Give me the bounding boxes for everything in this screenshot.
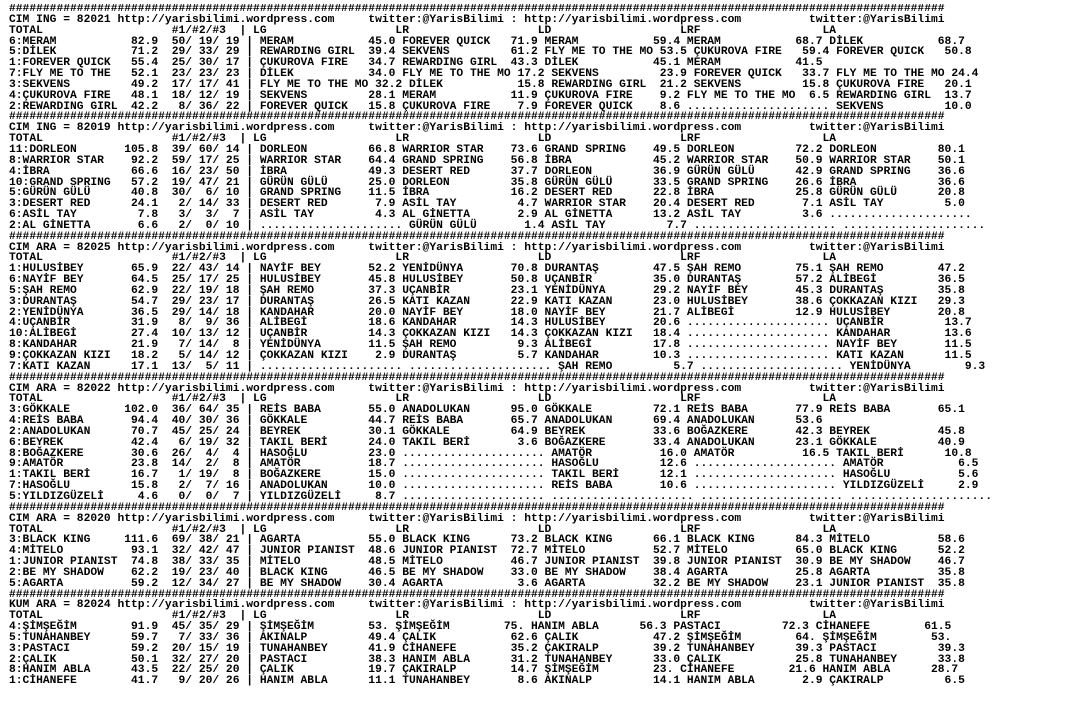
horse-row: 4:REİS BABA 94.4 40/ 30/ 36 | GÖKKALE 44.7 REİS BABA 65.7 ANADOLUKAN 69.4 ANADOLUKAN 53.6 bbox=[9, 415, 823, 428]
horse-row: 4:ÇUKUROVA FIRE 48.1 18/ 12/ 19 | SEKVENS 28.1 MERAM 11.9 ÇUKUROVA FIRE 9.2 FLY ME TO THE MO 6.5 REWARDING GIRL 13.7 bbox=[9, 89, 972, 102]
horse-row: 7:FLY ME TO THE 52.1 23/ 23/ 23 | DİLEK 34.0 FLY ME TO THE MO 17.2 SEKVENS 23.9 FOREVER QUICK 33.7 FLY ME TO THE MO 24.4 bbox=[9, 68, 979, 81]
horse-row: 5:YILDIZGÜZELİ 4.6 0/ 0/ 7 | YILDIZGÜZELİ 8.7 ..................... ..................... ..................... ..................... bbox=[9, 490, 992, 503]
horse-row: 8:KANDAHAR 21.9 7/ 14/ 8 | YENİDÜNYA 11.5 ŞAH REMO 9.3 ALİBEGİ 17.8 ..................... NAYİF BEY 11.5 bbox=[9, 339, 972, 352]
horse-row: 6:NAYİF BEY 64.5 25/ 17/ 25 | HULUSİBEY 45.8 HULUSİBEY 50.8 UÇANBİR 35.0 DURANTAŞ 57.2 ALİBEGİ 36.5 bbox=[9, 274, 965, 287]
horse-row: 5:ŞAH REMO 62.9 22/ 19/ 18 | ŞAH REMO 37.3 UÇANBİR 23.1 YENİDÜNYA 29.2 NAYİF BEY 45.3 DURANTAŞ 35.8 bbox=[9, 284, 965, 297]
horse-row: 6:MERAM 82.9 50/ 19/ 19 | MERAM 45.0 FOREVER QUICK 71.9 MERAM 59.4 MERAM 68.7 DİLEK 68.7 bbox=[9, 35, 965, 48]
horse-row: 1:TAKIL BERİ 16.7 1/ 19/ 8 | BOĞAZKERE 15.0 ..................... TAKIL BERİ 12.1 ..................... HASOĞLU 5.6 bbox=[9, 469, 979, 482]
horse-row: 5:DİLEK 71.2 29/ 33/ 29 | REWARDING GIRL 39.4 SEKVENS 61.2 FLY ME TO THE MO 53.5 ÇUKUROVA FIRE 59.4 FOREVER QUICK 50.8 bbox=[9, 46, 972, 59]
horse-row: 8:HANIM ABLA 43.5 22/ 25/ 20 | ÇALIK 19.7 ÇAKIRALP 14.7 ŞİMŞEĞİM 23. CİHANEFE 21.6 HANIM ABLA 28.7 bbox=[9, 664, 959, 677]
horse-row: 6:BEYREK 42.4 6/ 19/ 32 | TAKIL BERİ 24.0 TAKIL BERİ 3.6 BOĞAZKERE 33.4 ANADOLUKAN 23.1 GÖKKALE 40.9 bbox=[9, 436, 965, 449]
race-header: CIM ARA = 82022 http://yarisbilimi.wordpress.com twitter:@YarisBilimi : http://yarisbilimi.wordpress.com twitter:@YarisBilimi bbox=[9, 382, 945, 395]
separator-line: ########################################################################################################################################## bbox=[9, 588, 945, 601]
race-header: CIM ING = 82019 http://yarisbilimi.wordpress.com twitter:@YarisBilimi : http://yarisbilimi.wordpress.com twitter:@YarisBilimi bbox=[9, 122, 945, 135]
horse-row: 3:SEKVENS 49.2 17/ 17/ 41 | FLY ME TO THE MO 32.2 DİLEK 15.8 REWARDING GIRL 21.2 SEKVENS 15.8 ÇUKUROVA FIRE 20.1 bbox=[9, 78, 972, 91]
horse-row: 5:GÜRÜN GÜLÜ 40.8 30/ 6/ 10 | GRAND SPRING 11.5 İBRA 16.2 DESERT RED 22.8 İBRA 25.8 GÜRÜN GÜLÜ 20.8 bbox=[9, 187, 965, 200]
race-header: CIM ARA = 82025 http://yarisbilimi.wordpress.com twitter:@YarisBilimi : http://yarisbilimi.wordpress.com twitter:@YarisBilimi bbox=[9, 241, 945, 254]
horse-row: 4:UÇANBİR 31.9 8/ 9/ 36 | ALİBEGİ 18.6 KANDAHAR 14.3 HULUSİBEY 20.6 ..................... UÇANBİR 13.7 bbox=[9, 317, 972, 330]
separator-line: ########################################################################################################################################## bbox=[9, 371, 945, 384]
horse-row: 11:DORLEON 105.8 39/ 60/ 14 | DORLEON 66.8 WARRIOR STAR 73.6 GRAND SPRING 49.5 DORLEON 72.2 DORLEON 80.1 bbox=[9, 143, 965, 156]
race-header: CIM ARA = 82020 http://yarisbilimi.wordpress.com twitter:@YarisBilimi : http://yarisbilimi.wordpress.com twitter:@YarisBilimi bbox=[9, 512, 945, 525]
horse-row: 2:ANADOLUKAN 70.7 45/ 25/ 24 | BEYREK 30.1 GÖKKALE 64.9 BEYREK 33.6 BOĞAZKERE 42.3 BEYREK 45.8 bbox=[9, 425, 965, 438]
horse-row: 3:PASTACI 59.2 20/ 15/ 19 | TUNAHANBEY 41.9 CİHANEFE 35.2 ÇAKIRALP 39.2 TUNAHANBEY 39.3 PASTACI 39.3 bbox=[9, 642, 965, 655]
horse-row: 3:GÖKKALE 102.0 36/ 64/ 35 | REİS BABA 55.0 ANADOLUKAN 95.0 GÖKKALE 72.1 REİS BABA 77.9 REİS BABA 65.1 bbox=[9, 404, 965, 417]
race-header: KUM ARA = 82024 http://yarisbilimi.wordpress.com twitter:@YarisBilimi : http://yarisbilimi.wordpress.com twitter:@YarisBilimi bbox=[9, 599, 945, 612]
separator-line: ########################################################################################################################################## bbox=[9, 501, 945, 514]
horse-row: 4:ŞİMŞEĞİM 91.9 45/ 35/ 29 | ŞİMŞEĞİM 53. ŞİMŞEĞİM 75. HANIM ABLA 56.3 PASTACI 72.3 CİHANEFE 61.5 bbox=[9, 621, 952, 634]
column-header: TOTAL #1/#2/#3 | LG LR LD LRF LA bbox=[9, 24, 837, 37]
column-header: TOTAL #1/#2/#3 | LG LR LD LRF LA bbox=[9, 252, 837, 265]
horse-row: 4:İBRA 66.6 16/ 23/ 50 | İBRA 49.3 DESERT RED 37.7 DORLEON 36.9 GÜRÜN GÜLÜ 42.9 GRAND SPRING 36.6 bbox=[9, 165, 965, 178]
column-header: TOTAL #1/#2/#3 | LG LR LD LRF LA bbox=[9, 133, 837, 146]
horse-row: 10:GRAND SPRING 57.2 19/ 47/ 21 | GÜRÜN GÜLÜ 25.0 DORLEON 35.8 GÜRÜN GÜLÜ 33.5 GRAND SPRING 26.6 İBRA 36.6 bbox=[9, 176, 965, 189]
horse-row: 10:ALİBEGİ 27.4 10/ 13/ 12 | UÇANBİR 14.3 ÇOKKAZAN KIZI 14.3 ÇOKKAZAN KIZI 18.4 ..................... KANDAHAR 13.6 bbox=[9, 328, 972, 341]
horse-row: 8:WARRIOR STAR 92.2 59/ 17/ 25 | WARRIOR STAR 64.4 GRAND SPRING 56.8 İBRA 45.2 WARRIOR STAR 50.9 WARRIOR STAR 50.1 bbox=[9, 154, 965, 167]
race-header: CIM ING = 82021 http://yarisbilimi.wordpress.com twitter:@YarisBilimi : http://yarisbilimi.wordpress.com twitter:@YarisBilimi bbox=[9, 13, 945, 26]
horse-row: 2:ÇALIK 50.1 32/ 27/ 20 | PASTACI 38.3 HANIM ABLA 31.2 TUNAHANBEY 33.0 ÇALIK 25.8 TUNAHANBEY 33.8 bbox=[9, 653, 965, 666]
horse-row: 2:BE MY SHADOW 62.2 19/ 23/ 40 | BLACK KING 46.5 BE MY SHADOW 33.0 BE MY SHADOW 38.4 AGARTA 25.8 AGARTA 35.8 bbox=[9, 566, 965, 579]
horse-row: 1:HULUSİBEY 65.9 22/ 43/ 14 | NAYİF BEY 52.2 YENİDÜNYA 70.8 DURANTAŞ 47.5 ŞAH REMO 75.1 ŞAH REMO 47.2 bbox=[9, 263, 965, 276]
horse-row: 2:YENİDÜNYA 36.5 29/ 14/ 18 | KANDAHAR 20.0 NAYİF BEY 18.0 NAYİF BEY 21.7 ALİBEGİ 12.9 HULUSİBEY 20.8 bbox=[9, 306, 965, 319]
horse-row: 5:TUNAHANBEY 59.7 7/ 33/ 36 | AKINALP 49.4 ÇALIK 62.6 ÇALIK 47.2 ŞİMŞEĞİM 64. ŞİMŞEĞİM 53. bbox=[9, 631, 952, 644]
horse-row: 1:CİHANEFE 41.7 9/ 20/ 26 | HANIM ABLA 11.1 TUNAHANBEY 8.6 AKINALP 14.1 HANIM ABLA 2.9 ÇAKIRALP 6.5 bbox=[9, 675, 965, 688]
horse-row: 9:AMATÖR 23.8 14/ 2/ 8 | AMATÖR 18.7 ..................... HASOĞLU 12.6 ..................... AMATÖR 6.5 bbox=[9, 458, 979, 471]
horse-row: 3:DESERT RED 24.1 2/ 14/ 33 | DESERT RED 7.9 ASİL TAY 4.7 WARRIOR STAR 20.4 DESERT RED 7.1 ASİL TAY 5.0 bbox=[9, 198, 965, 211]
horse-row: 2:AL GİNETTA 6.6 2/ 0/ 10 | ..................... GÜRÜN GÜLÜ 1.4 ASİL TAY 7.7 ..................... ..................... bbox=[9, 219, 986, 232]
horse-row: 9:ÇOKKAZAN KIZI 18.2 5/ 14/ 12 | ÇOKKAZAN KIZI 2.9 DURANTAŞ 5.7 KANDAHAR 10.3 ..................... KATI KAZAN 11.5 bbox=[9, 350, 972, 362]
horse-row: 5:AGARTA 59.2 12/ 34/ 27 | BE MY SHADOW 30.4 AGARTA 3.6 AGARTA 32.2 BE MY SHADOW 23.1 JUNIOR PIANIST 35.8 bbox=[9, 577, 965, 590]
horse-row: 3:DURANTAŞ 54.7 29/ 23/ 17 | DURANTAŞ 26.5 KATI KAZAN 22.9 KATI KAZAN 23.0 HULUSİBEY 38.6 ÇOKKAZAN KIZI 29.3 bbox=[9, 295, 965, 308]
horse-row: 8:BOĞAZKERE 30.6 26/ 4/ 4 | HASOĞLU 23.0 ..................... AMATÖR 16.0 AMATÖR 16.5 TAKIL BERİ 10.8 bbox=[9, 447, 972, 460]
separator-line: ########################################################################################################################################## bbox=[9, 230, 945, 243]
horse-row: 3:BLACK KING 111.6 69/ 38/ 21 | AGARTA 55.0 BLACK KING 73.2 BLACK KING 66.1 BLACK KING 84.3 MİTELO 58.6 bbox=[9, 534, 965, 547]
column-header: TOTAL #1/#2/#3 | LG LR LD LRF LA bbox=[9, 610, 837, 623]
horse-row: 2:REWARDING GIRL 42.2 8/ 36/ 22 | FOREVER QUICK 15.8 ÇUKUROVA FIRE 7.9 FOREVER QUICK 8.6 ..................... SEKVENS 10.0 bbox=[9, 100, 972, 113]
horse-row: 1:JUNIOR PIANIST 74.8 38/ 33/ 35 | MİTELO 48.5 MİTELO 46.7 JUNIOR PIANIST 39.8 JUNIOR PIANIST 30.9 BE MY SHADOW 46.7 bbox=[9, 556, 965, 569]
horse-row: 6:ASİL TAY 7.8 3/ 3/ 7 | ASİL TAY 4.3 AL GİNETTA 2.9 AL GİNETTA 13.2 ASİL TAY 3.6 ..................... bbox=[9, 209, 972, 222]
column-header: TOTAL #1/#2/#3 | LG LR LD LRF LA bbox=[9, 523, 837, 536]
race-report bbox=[9, 4, 1073, 709]
horse-row: 1:FOREVER QUICK 55.4 25/ 30/ 17 | ÇUKUROVA FIRE 34.7 REWARDING GIRL 43.3 DİLEK 45.1 MERAM 41.5 bbox=[9, 57, 823, 70]
column-header: TOTAL #1/#2/#3 | LG LR LD LRF LA bbox=[9, 393, 837, 406]
horse-row: 4:MİTELO 93.1 32/ 42/ 47 | JUNIOR PIANIST 48.6 JUNIOR PIANIST 72.7 MİTELO 52.7 MİTELO 65.0 BLACK KING 52.2 bbox=[9, 545, 965, 558]
separator-line: ########################################################################################################################################## bbox=[9, 4, 945, 15]
horse-row: 7:KATI KAZAN 17.1 13/ 5/ 11 | ..................... ..................... ŞAH REMO 5.7 ..................... YENİDÜNYA 9.3 bbox=[9, 360, 986, 373]
horse-row: 7:HASOĞLU 15.8 2/ 7/ 16 | ANADOLUKAN 10.0 ..................... REİS BABA 10.6 ..................... YILDIZGÜZELİ 2.9 bbox=[9, 480, 979, 493]
separator-line: ########################################################################################################################################## bbox=[9, 111, 945, 124]
